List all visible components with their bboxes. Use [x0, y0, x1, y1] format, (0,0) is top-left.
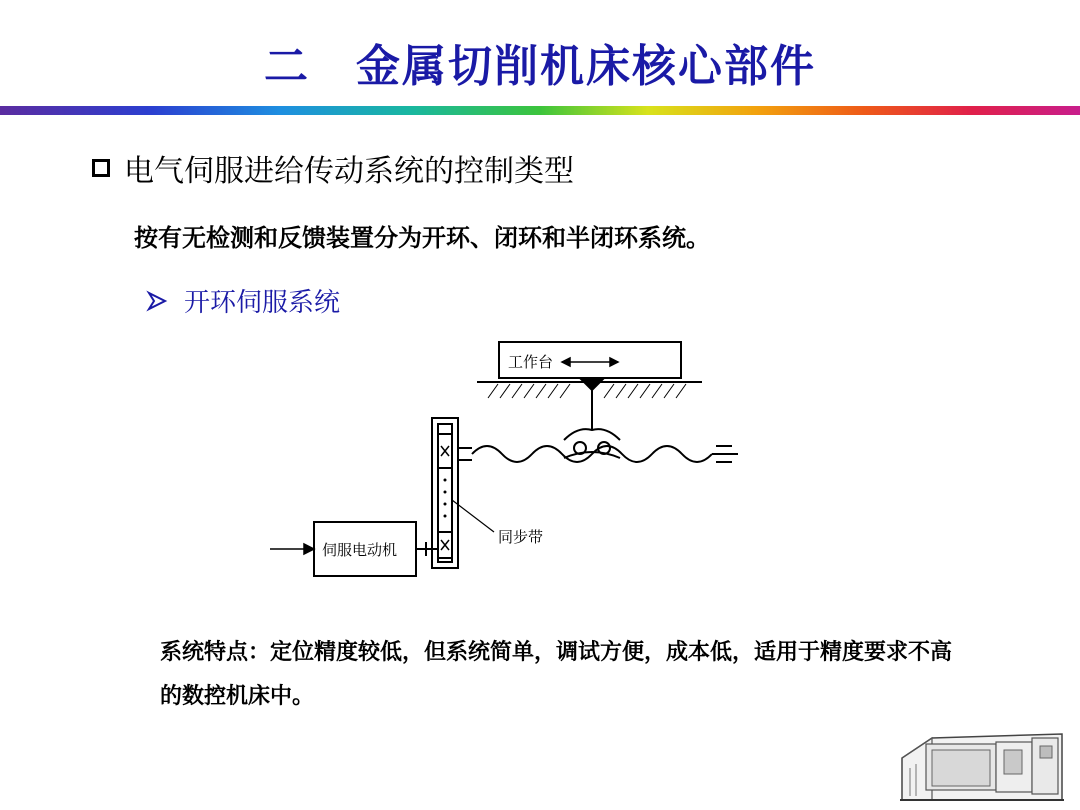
intro-text: 按有无检测和反馈装置分为开环、闭环和半闭环系统。: [134, 223, 710, 252]
heading-row: [92, 148, 574, 188]
slide-title: [0, 30, 1080, 94]
rainbow-divider: [0, 106, 1080, 115]
section-heading: 电气伺服进给传动系统的控制类型: [124, 154, 574, 189]
input-arrow-icon: [270, 544, 314, 554]
motor-shaft: [416, 542, 438, 556]
title-number: 二: [264, 41, 310, 92]
subheading-row: [146, 282, 340, 319]
title-text: 金属切削机床核心部件: [356, 41, 816, 92]
worktable-label: 工作台: [508, 353, 554, 371]
subheading: 开环伺服系统: [184, 288, 341, 318]
open-loop-diagram: [262, 330, 762, 590]
description-text: 系统特点：定位精度较低，但系统简单，调试方便，成本低，适用于精度要求不高的数控机床中。: [160, 639, 953, 709]
belt-label: 同步带: [498, 528, 544, 546]
upper-pulley-cross-icon: [441, 446, 449, 456]
motor-label: 伺服电动机: [322, 541, 398, 559]
lower-pulley-cross-icon: [441, 540, 449, 550]
square-bullet-icon: [92, 159, 110, 177]
belt-dots: [444, 479, 447, 518]
lead-screw: [458, 446, 738, 462]
arrow-bullet-icon: [146, 290, 168, 312]
cnc-machine-icon: [892, 708, 1072, 808]
